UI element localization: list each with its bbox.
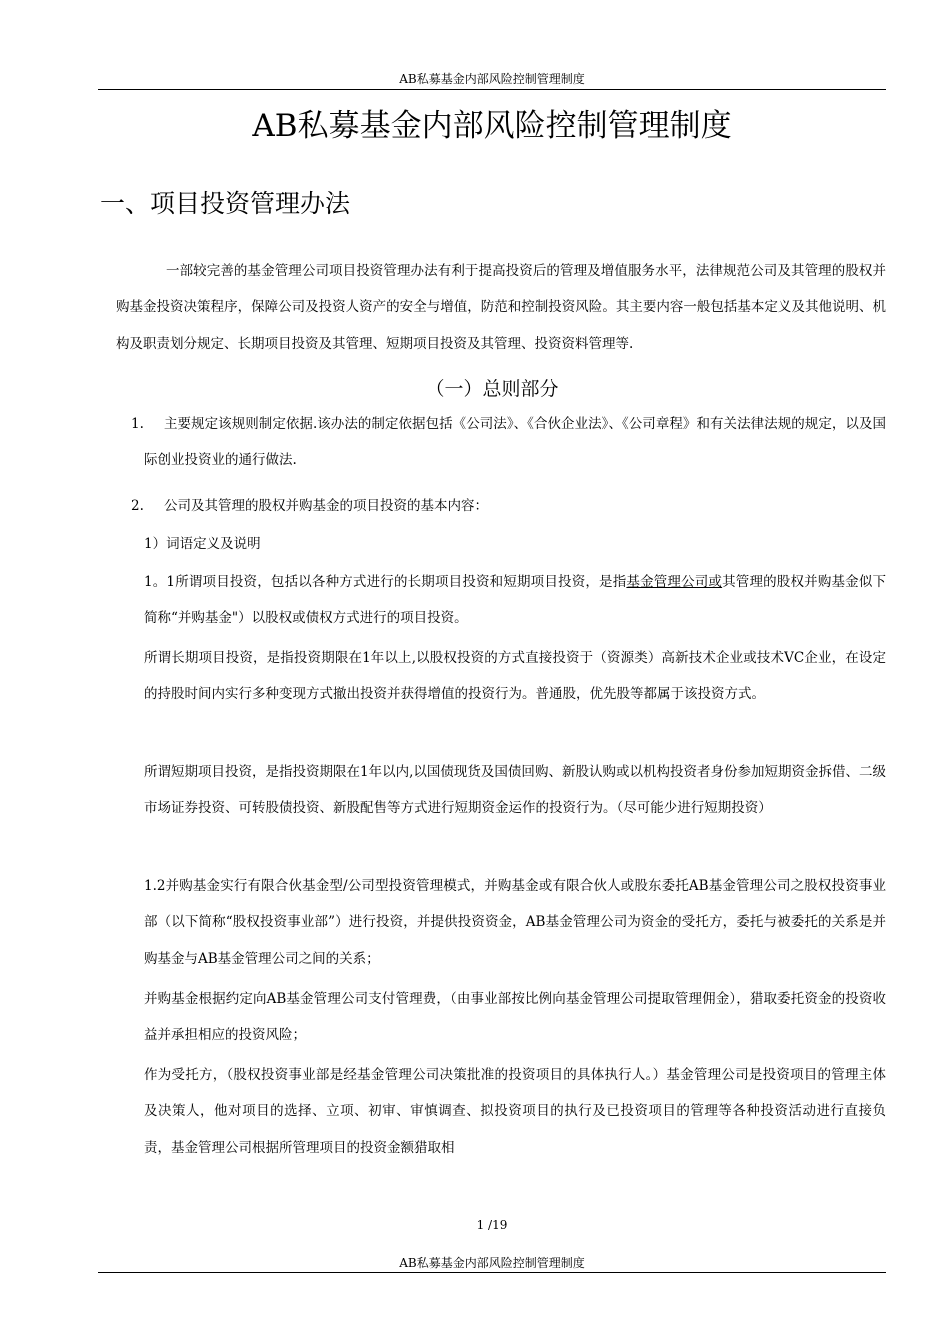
running-header: AB私募基金内部风险控制管理制度 <box>399 72 585 86</box>
paragraph-trustee: 作为受托方，（股权投资事业部是经基金管理公司决策批准的投资项目的具体执行人。）基金管理公司是投资项目的管理主体及决策人，他对项目的选择、立项、初审、审慎调查、拟投资项目的执行及已投资项目的管理等各种投资活动进行直接负责，基金管理公司根据所管理项目的投资金额猎取相 <box>144 1067 886 1156</box>
list-item-text: 公司及其管理的股权并购基金的项目投资的基本内容： <box>164 498 488 514</box>
section-heading: 一、项目投资管理办法 <box>100 189 351 218</box>
subsection-heading: （一）总则部分 <box>425 378 559 400</box>
paragraph-long-term: 所谓长期项目投资，是指投资期限在1年以上,以股权投资的方式直接投资于（资源类）高新技术企业或技术VC企业，在设定的持股时间内实行多种变现方式撤出投资并获得增值的投资行为。普通股，优先股等都属于该投资方式。 <box>144 650 886 703</box>
document-title: AB私募基金内部风险控制管理制度 <box>252 108 732 144</box>
header-rule <box>98 89 886 90</box>
definitions-subheading: 1）词语定义及说明 <box>144 536 261 552</box>
list-item <box>131 406 886 479</box>
paragraph-short-term: 所谓短期项目投资，是指投资期限在1年以内,以国债现货及国债回购、新股认购或以机构投资者身份参加短期资金拆借、二级市场证券投资、可转股债投资、新股配售等方式进行短期资金运作的投资行为。（尽可能少进行短期投资） <box>144 764 886 817</box>
underlined-text: 基金管理公司或 <box>626 574 723 590</box>
header-rule-next-page <box>98 1272 886 1273</box>
paragraph-1-1 <box>144 564 886 637</box>
list-item-number: 1. <box>131 416 144 432</box>
paragraph-1-2: 1.2并购基金实行有限合伙基金型/公司型投资管理模式，并购基金或有限合伙人或股东委托AB基金管理公司之股权投资事业部（以下简称“股权投资事业部”）进行投资，并提供投资资金，AB基金管理公司为资金的受托方，委托与被委托的关系是并购基金与AB基金管理公司之间的关系； <box>144 878 886 967</box>
page-number: 1 /19 <box>476 1218 508 1232</box>
paragraph-text: 1。1所谓项目投资，包括以各种方式进行的长期项目投资和短期项目投资，是指 <box>144 574 627 590</box>
list-item-number: 2. <box>131 498 144 514</box>
list-item <box>131 488 886 524</box>
list-item-text: 主要规定该规则制定依据.该办法的制定依据包括《公司法》、《合伙企业法》、《公司章程》和有关法律法规的规定，以及国际创业投资业的通行做法. <box>144 416 886 469</box>
running-header-next-page: AB私募基金内部风险控制管理制度 <box>399 1256 585 1270</box>
paragraph-text: 其管理的股权并购基金似下简称“并购基金"）以股权或债权方式进行的项目投资。 <box>144 574 887 627</box>
intro-paragraph: 一部较完善的基金管理公司项目投资管理办法有利于提高投资后的管理及增值服务水平，法律规范公司及其管理的股权并购基金投资决策程序，保障公司及投资人资产的安全与增值，防范和控制投资风险。其主要内容一般包括基本定义及其他说明、机构及职责划分规定、长期项目投资及其管理、短期项目投资及其管理、投资资料管理等. <box>116 263 886 352</box>
paragraph-management-fee: 并购基金根据约定向AB基金管理公司支付管理费，（由事业部按比例向基金管理公司提取管理佣金），猎取委托资金的投资收益并承担相应的投资风险； <box>144 991 886 1044</box>
